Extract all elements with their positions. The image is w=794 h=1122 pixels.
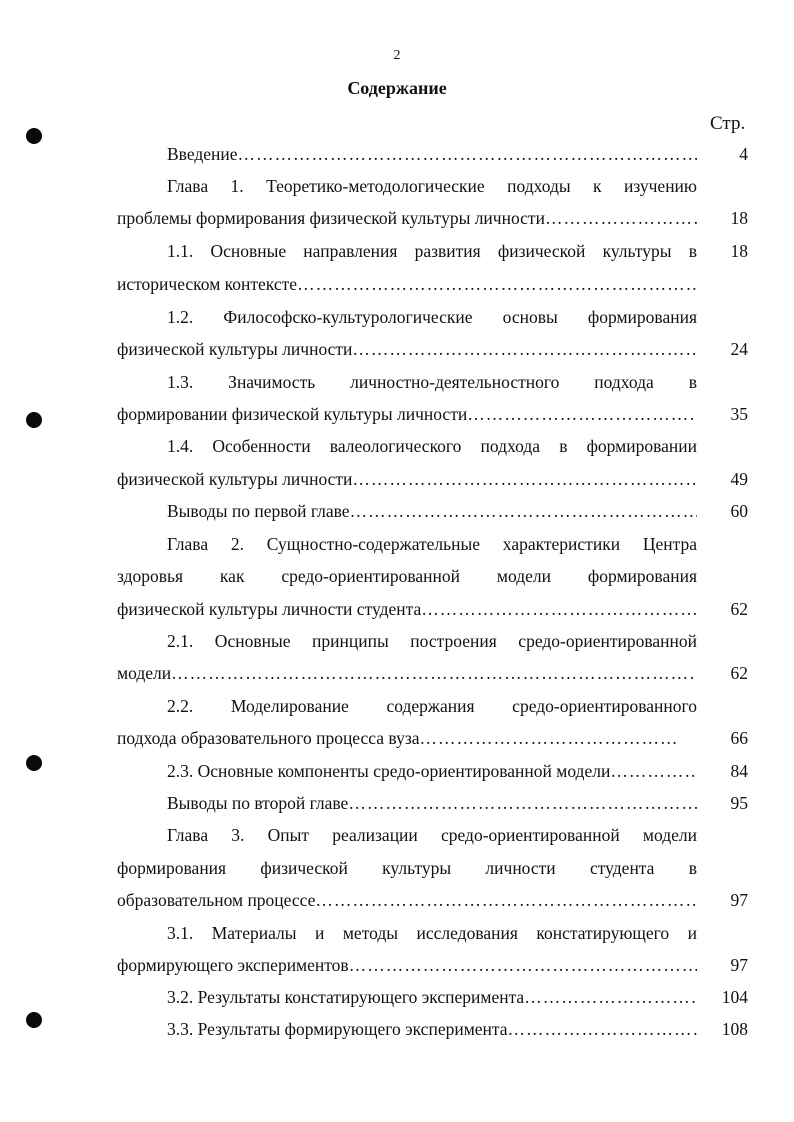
toc-s21-line1: 2.1. Основные принципы построения средо-ориентированной xyxy=(167,631,697,651)
binder-hole-1 xyxy=(26,128,42,144)
toc-conclusions-1: Выводы по первой главе ………………………………………………………………………………………………………………………………………………………… xyxy=(167,500,697,522)
toc-s32: 3.2. Результаты констатирующего эксперимента ………………………………………………………………………………………………………………………………………………………… xyxy=(167,986,697,1008)
toc-conclusions-1-page: 60 xyxy=(730,501,748,521)
toc-s14-line2: физической культуры личности ………………………………………………………………………………………………………………………………………………………… xyxy=(117,468,697,490)
toc-s13-line2: формировании физической культуры личности ………………………………………………………………………………………………………………………………………………………… xyxy=(117,403,697,425)
toc-s31-page: 97 xyxy=(730,955,748,975)
binder-hole-4 xyxy=(26,1012,42,1028)
page-column-header: Стр. xyxy=(710,113,746,134)
toc-ch1-line1: Глава 1. Теоретико-методологические подходы к изучению xyxy=(167,176,697,196)
toc-intro-page: 4 xyxy=(739,144,748,164)
toc-s14-page: 49 xyxy=(730,469,748,489)
toc-s12-line1: 1.2. Философско-культурологические основы формирования xyxy=(167,307,697,327)
page-number: 2 xyxy=(393,48,401,63)
toc-ch2-line3: физической культуры личности студента ………………………………………………………………………………………………………………………………………………………… xyxy=(117,598,697,620)
toc-s13-line1: 1.3. Значимость личностно-деятельностного подхода в xyxy=(167,372,697,392)
toc-ch2-line1: Глава 2. Сущностно-содержательные характеристики Центра xyxy=(167,534,697,554)
toc-s22-page: 66 xyxy=(730,728,748,748)
toc-s22-line1: 2.2. Моделирование содержания средо-ориентированного xyxy=(167,696,697,716)
toc-s11-page: 18 xyxy=(730,241,748,261)
toc-s12-line2: физической культуры личности ………………………………………………………………………………………………………………………………………………………… xyxy=(117,338,697,360)
toc-conclusions-2-page: 95 xyxy=(730,793,748,813)
toc-s11-line2: историческом контексте ………………………………………………………………………………………………………………………………………………………… xyxy=(117,273,697,295)
toc-s22-line2: подхода образовательного процесса вуза ………………………………………………………………………………………………………………………………………………………… xyxy=(117,727,677,749)
toc-s23: 2.3. Основные компоненты средо-ориентированной модели ………………………………………………………………………………………………………………………………………………………… xyxy=(167,760,697,782)
toc-intro: Введение ………………………………………………………………………………………………………………………………………………………… xyxy=(167,143,697,165)
toc-ch3-line3: образовательном процессе ………………………………………………………………………………………………………………………………………………………… xyxy=(117,889,697,911)
toc-s31-line2: формирующего экспериментов ………………………………………………………………………………………………………………………………………………………… xyxy=(117,954,697,976)
page-title: Содержание xyxy=(347,78,447,98)
toc-s32-page: 104 xyxy=(721,987,748,1007)
toc-conclusions-2: Выводы по второй главе ………………………………………………………………………………………………………………………………………………………… xyxy=(167,792,697,814)
toc-s21-line2: модели ………………………………………………………………………………………………………………………………………………………… xyxy=(117,662,697,684)
toc-s33-page: 108 xyxy=(721,1019,748,1039)
toc-ch2-page: 62 xyxy=(730,599,748,619)
toc-ch1-line2: проблемы формирования физической культуры личности ………………………………………………………………………………………………………………………………………………………… xyxy=(117,207,697,229)
binder-hole-2 xyxy=(26,412,42,428)
toc-ch3-page: 97 xyxy=(730,890,748,910)
toc-ch2-line2: здоровья как средо-ориентированной модели формирования xyxy=(117,566,697,586)
toc-s12-page: 24 xyxy=(730,339,748,359)
toc-s23-page: 84 xyxy=(730,761,748,781)
toc-s31-line1: 3.1. Материалы и методы исследования констатирующего и xyxy=(167,923,697,943)
toc-s21-page: 62 xyxy=(730,663,748,683)
toc-s13-page: 35 xyxy=(730,404,748,424)
binder-hole-3 xyxy=(26,755,42,771)
toc-ch1-page: 18 xyxy=(730,208,748,228)
toc-ch3-line2: формирования физической культуры личности студента в xyxy=(117,858,697,878)
toc-s33: 3.3. Результаты формирующего эксперимента ………………………………………………………………………………………………………………………………………………………… xyxy=(167,1018,697,1040)
toc-s11-line1: 1.1. Основные направления развития физической культуры в xyxy=(167,241,697,261)
toc-ch3-line1: Глава 3. Опыт реализации средо-ориентированной модели xyxy=(167,825,697,845)
toc-s14-line1: 1.4. Особенности валеологического подхода в формировании xyxy=(167,436,697,456)
